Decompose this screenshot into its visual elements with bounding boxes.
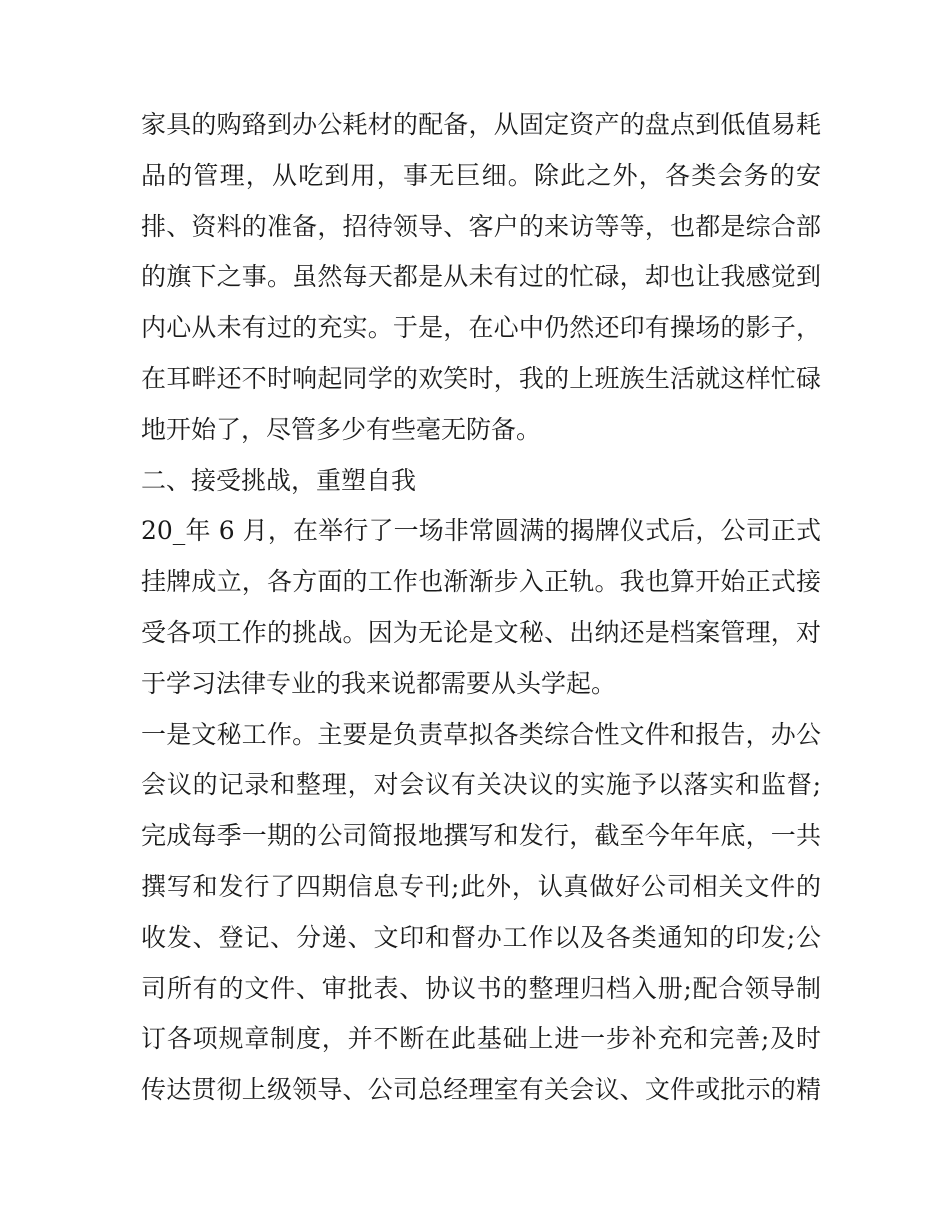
text-line: 地开始了，尽管多少有些毫无防备。 <box>141 414 542 444</box>
text-line: 的旗下之事。虽然每天都是从未有过的忙碌，却也让我感觉到 <box>141 262 821 292</box>
text-line: 在耳畔还不时响起同学的欢笑时，我的上班族生活就这样忙碌 <box>141 363 821 393</box>
text-line: 家具的购臵到办公耗材的配备，从固定资产的盘点到低值易耗 <box>141 110 821 139</box>
text-line: 司所有的文件、审批表、协议书的整理归档入册;配合领导制 <box>141 973 821 1003</box>
document-body <box>141 100 821 1116</box>
text-line: 收发、登记、分递、文印和督办工作以及各类通知的印发;公 <box>141 922 821 952</box>
text-line: 会议的记录和整理，对会议有关决议的实施予以落实和监督; <box>141 770 821 800</box>
text-line: 于学习法律专业的我来说都需要从头学起。 <box>141 668 617 698</box>
text-line: 撰写和发行了四期信息专刊;此外，认真做好公司相关文件的 <box>141 871 821 901</box>
text-line: 品的管理，从吃到用，事无巨细。除此之外，各类会务的安 <box>141 160 821 190</box>
text-line: 排、资料的准备，招待领导、客户的来访等等，也都是综合部 <box>141 211 821 241</box>
text-line: 20_年 6 月，在举行了一场非常圆满的揭牌仪式后，公司正式 <box>141 516 821 546</box>
text-line: 挂牌成立，各方面的工作也渐渐步入正轨。我也算开始正式接 <box>141 567 821 597</box>
text-line: 内心从未有过的充实。于是，在心中仍然还印有操场的影子， <box>141 313 821 343</box>
text-line: 传达贯彻上级领导、公司总经理室有关会议、文件或批示的精 <box>141 1075 821 1105</box>
section-heading: 二、接受挑战，重塑自我 <box>141 465 417 495</box>
text-line: 订各项规章制度，并不断在此基础上进一步补充和完善;及时 <box>141 1024 821 1054</box>
text-line: 一是文秘工作。主要是负责草拟各类综合性文件和报告，办公 <box>141 719 821 749</box>
text-line: 受各项工作的挑战。因为无论是文秘、出纳还是档案管理，对 <box>141 617 821 647</box>
text-line: 完成每季一期的公司简报地撰写和发行，截至今年年底，一共 <box>141 821 821 851</box>
